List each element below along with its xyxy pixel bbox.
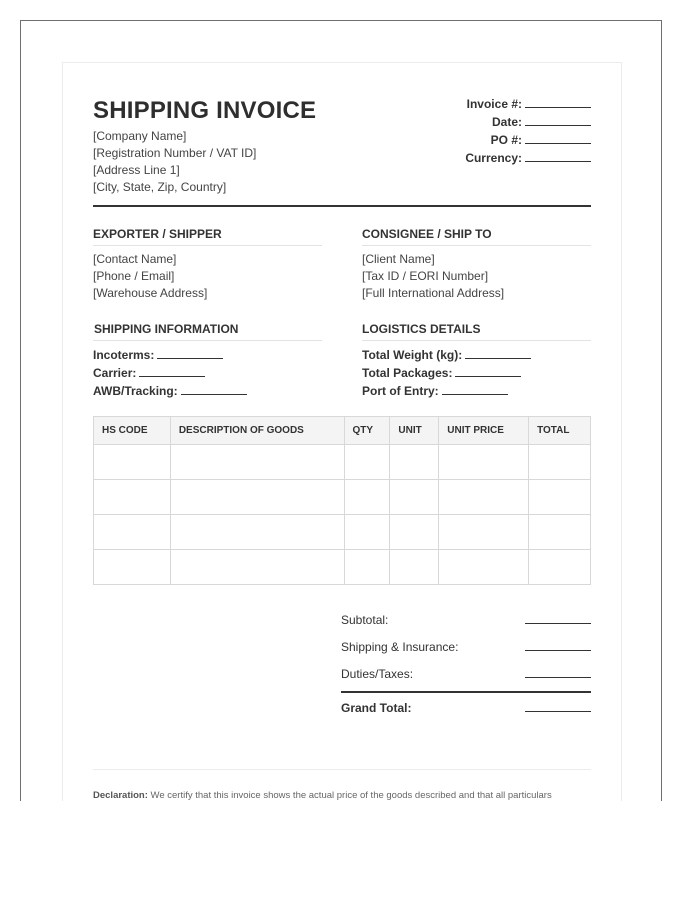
invoice-number-label: Invoice #:	[466, 97, 522, 111]
column-header-unit: UNIT	[390, 417, 439, 445]
table-row	[94, 445, 591, 480]
document-viewer	[20, 20, 662, 801]
port-row	[362, 382, 531, 400]
shipping-info-title: SHIPPING INFORMATION	[94, 322, 239, 336]
table-cell[interactable]	[94, 515, 171, 550]
logistics-block	[362, 346, 531, 400]
table-cell[interactable]	[529, 445, 591, 480]
tracking-row	[93, 382, 247, 400]
subtotal-field[interactable]	[525, 611, 591, 624]
weight-field[interactable]	[465, 346, 531, 359]
invoice-number-row	[351, 95, 591, 113]
consignee-tax-id: [Tax ID / EORI Number]	[362, 269, 489, 283]
date-row	[351, 113, 591, 131]
logistics-title: LOGISTICS DETAILS	[362, 322, 481, 336]
shipping-insurance-label: Shipping & Insurance:	[341, 640, 459, 654]
company-city-line: [City, State, Zip, Country]	[93, 180, 227, 194]
invoice-content	[93, 63, 591, 801]
table-cell[interactable]	[170, 480, 344, 515]
invoice-number-field[interactable]	[525, 95, 591, 108]
incoterms-row	[93, 346, 247, 364]
carrier-field[interactable]	[139, 364, 205, 377]
shipping-insurance-field[interactable]	[525, 638, 591, 651]
table-cell[interactable]	[170, 515, 344, 550]
table-cell[interactable]	[170, 445, 344, 480]
port-field[interactable]	[442, 382, 508, 395]
duties-label: Duties/Taxes:	[341, 667, 414, 681]
table-cell[interactable]	[529, 515, 591, 550]
consignee-title: CONSIGNEE / SHIP TO	[362, 227, 492, 241]
company-name: [Company Name]	[93, 129, 187, 143]
table-cell[interactable]	[94, 445, 171, 480]
consignee-rule	[362, 245, 591, 246]
consignee-address: [Full International Address]	[362, 286, 505, 300]
table-header-row	[94, 417, 591, 445]
duties-row	[341, 665, 591, 681]
declaration-divider	[93, 769, 591, 770]
column-header-description: DESCRIPTION OF GOODS	[170, 417, 344, 445]
duties-field[interactable]	[525, 665, 591, 678]
subtotal-row	[341, 611, 591, 627]
table-row	[94, 480, 591, 515]
currency-label: Currency:	[465, 151, 522, 165]
table-cell[interactable]	[439, 515, 529, 550]
table-cell[interactable]	[439, 550, 529, 585]
table-cell[interactable]	[390, 480, 439, 515]
table-row	[94, 515, 591, 550]
exporter-contact: [Contact Name]	[93, 252, 177, 266]
tracking-label: AWB/Tracking:	[93, 384, 178, 398]
shipping-insurance-row	[341, 638, 591, 654]
declaration-label: Declaration:	[93, 790, 148, 801]
table-cell[interactable]	[344, 550, 390, 585]
company-block	[93, 128, 256, 196]
consignee-block	[362, 251, 504, 302]
carrier-label: Carrier:	[93, 366, 137, 380]
table-cell[interactable]	[94, 480, 171, 515]
po-number-label: PO #:	[490, 133, 522, 147]
logistics-rule	[362, 340, 591, 341]
po-number-row	[351, 131, 591, 149]
header-divider	[93, 205, 591, 207]
column-header-total: TOTAL	[529, 417, 591, 445]
exporter-phone-email: [Phone / Email]	[93, 269, 175, 283]
grand-total-field[interactable]	[525, 699, 591, 712]
table-cell[interactable]	[344, 480, 390, 515]
table-cell[interactable]	[439, 480, 529, 515]
shipping-info-rule	[93, 340, 322, 341]
column-header-hs-code: HS CODE	[94, 417, 171, 445]
grand-total-label: Grand Total:	[341, 701, 412, 715]
tracking-field[interactable]	[181, 382, 247, 395]
table-cell[interactable]	[439, 445, 529, 480]
table-cell[interactable]	[170, 550, 344, 585]
weight-label: Total Weight (kg):	[362, 348, 463, 362]
invoice-title: SHIPPING INVOICE	[93, 97, 317, 124]
incoterms-label: Incoterms:	[93, 348, 155, 362]
exporter-rule	[93, 245, 322, 246]
exporter-block	[93, 251, 207, 302]
exporter-title: EXPORTER / SHIPPER	[93, 227, 222, 241]
column-header-qty: QTY	[344, 417, 390, 445]
po-number-field[interactable]	[525, 131, 591, 144]
declaration-text: We certify that this invoice shows the actual price of the goods described and that all particulars	[147, 790, 552, 801]
packages-row	[362, 364, 531, 382]
incoterms-field[interactable]	[157, 346, 223, 359]
subtotal-label: Subtotal:	[341, 613, 389, 627]
date-field[interactable]	[525, 113, 591, 126]
column-header-unit-price: UNIT PRICE	[439, 417, 529, 445]
exporter-address: [Warehouse Address]	[93, 286, 208, 300]
company-address-line: [Address Line 1]	[93, 163, 180, 177]
packages-label: Total Packages:	[362, 366, 453, 380]
table-cell[interactable]	[344, 445, 390, 480]
invoice-meta	[351, 95, 591, 167]
date-label: Date:	[491, 115, 522, 129]
table-cell[interactable]	[344, 515, 390, 550]
table-cell[interactable]	[390, 445, 439, 480]
company-registration: [Registration Number / VAT ID]	[93, 146, 257, 160]
table-cell[interactable]	[390, 550, 439, 585]
grand-total-rule	[341, 691, 591, 693]
table-cell[interactable]	[390, 515, 439, 550]
declaration	[93, 790, 552, 801]
consignee-client: [Client Name]	[362, 252, 435, 266]
currency-field[interactable]	[525, 149, 591, 162]
currency-row	[351, 149, 591, 167]
packages-field[interactable]	[455, 364, 521, 377]
table-cell[interactable]	[94, 550, 171, 585]
carrier-row	[93, 364, 247, 382]
weight-row	[362, 346, 531, 364]
totals-block	[341, 611, 591, 731]
shipping-info-block	[93, 346, 247, 400]
invoice-page	[62, 62, 622, 801]
table-cell[interactable]	[529, 480, 591, 515]
table-cell[interactable]	[529, 550, 591, 585]
table-row	[94, 550, 591, 585]
port-label: Port of Entry:	[362, 384, 439, 398]
items-table	[93, 416, 591, 585]
grand-total-row	[341, 699, 591, 715]
